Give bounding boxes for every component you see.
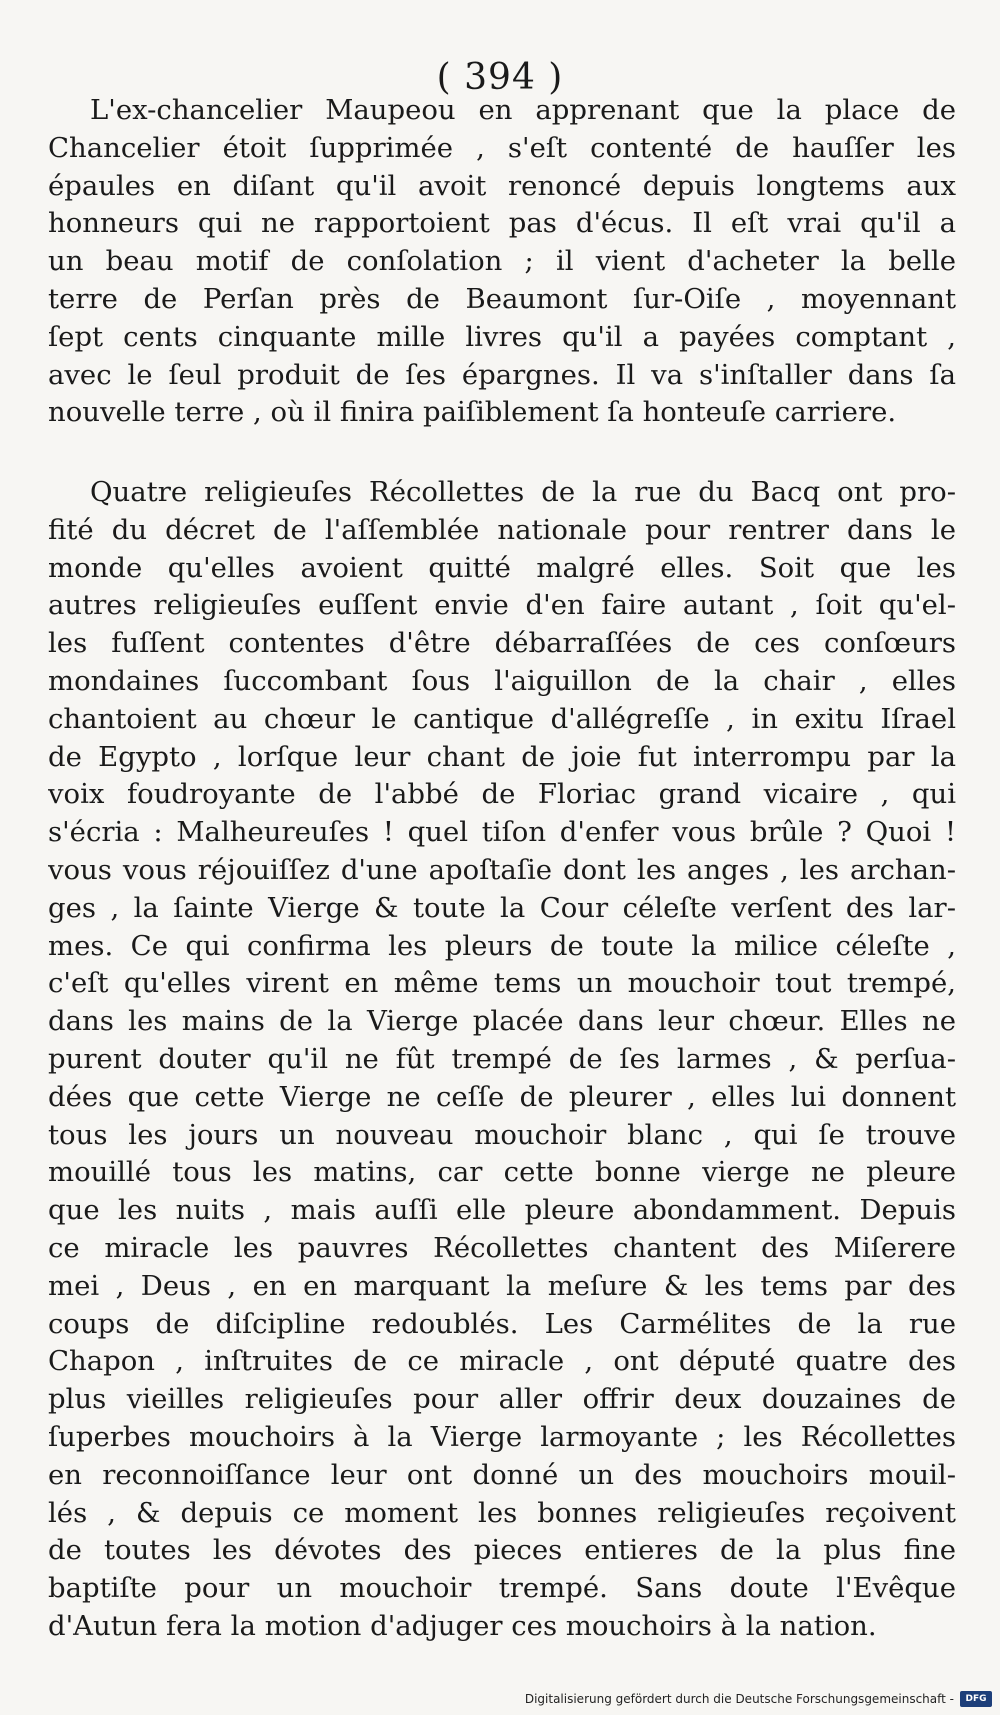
text-line: monde qu'elles avoient quitté malgré elles. Soit que les — [48, 551, 956, 584]
text-line: mei , Deus , en en marquant la meſure & les tems par des — [48, 1269, 956, 1302]
dfg-logo-icon: DFG — [960, 1691, 992, 1707]
text-line: vous vous réjouiſſez d'une apoſtaſie dont les anges , les archan- — [48, 853, 956, 886]
funding-credit-text: Digitalisierung gefördert durch die Deutsche Forschungsgemeinschaft - — [524, 1692, 954, 1706]
text-line: de toutes les dévotes des pieces entieres de la plus fine — [48, 1534, 956, 1567]
text-line: ſept cents cinquante mille livres qu'il a payées comptant , — [48, 320, 956, 353]
text-line: d'Autun fera la motion d'adjuger ces mouchoirs à la nation. — [48, 1609, 877, 1642]
text-line: Quatre religieuſes Récollettes de la rue du Bacq ont pro- — [90, 476, 956, 508]
text-line: s'écria : Malheureuſes ! quel tiſon d'enfer vous brûle ? Quoi ! — [48, 816, 956, 849]
text-line: L'ex-chancelier Maupeou en apprenant que la place de — [90, 94, 956, 126]
text-line: c'eſt qu'elles virent en même tems un mouchoir tout trempé, — [48, 967, 956, 1000]
text-line: honneurs qui ne rapportoient pas d'écus. Il eſt vrai qu'il a — [48, 207, 956, 240]
text-line: en reconnoiſſance leur ont donné un des mouchoirs mouil- — [48, 1458, 956, 1491]
text-line: baptiſte pour un mouchoir trempé. Sans doute l'Evêque — [48, 1572, 956, 1605]
text-line: un beau motif de conſolation ; il vient d'acheter la belle — [48, 245, 956, 278]
text-line: voix foudroyante de l'abbé de Floriac grand vicaire , qui — [48, 778, 956, 811]
text-line: mondaines ſuccombant ſous l'aiguillon de la chair , elles — [48, 664, 956, 697]
text-line: coups de diſcipline redoublés. Les Carmélites de la rue — [48, 1307, 956, 1340]
text-line: chantoient au chœur le cantique d'allégreſſe , in exitu Iſrael — [48, 702, 956, 735]
text-line: purent douter qu'il ne fût trempé de ſes larmes , & perſua- — [48, 1042, 956, 1075]
paragraph — [48, 92, 956, 432]
text-line: ce miracle les pauvres Récollettes chantent des Miſerere — [48, 1231, 956, 1264]
text-line: fité du décret de l'aſſemblée nationale pour rentrer dans le — [48, 513, 956, 546]
text-line: de Egypto , lorſque leur chant de joie fut interrompu par la — [48, 740, 956, 773]
text-line: tous les jours un nouveau mouchoir blanc , qui ſe trouve — [48, 1118, 956, 1151]
text-line: épaules en diſant qu'il avoit renoncé depuis longtems aux — [48, 169, 956, 202]
text-line: Chancelier étoit ſupprimée , s'eſt contenté de hauſſer les — [48, 131, 956, 164]
text-line: dées que cette Vierge ne ceſſe de pleurer , elles lui donnent — [48, 1080, 956, 1113]
text-line: dans les mains de la Vierge placée dans leur chœur. Elles ne — [48, 1005, 956, 1038]
text-line: autres religieuſes euſſent envie d'en faire autant , ſoit qu'el- — [48, 589, 956, 622]
text-line: mes. Ce qui confirma les pleurs de toute la milice céleſte , — [48, 929, 956, 962]
text-line: ſuperbes mouchoirs à la Vierge larmoyante ; les Récollettes — [48, 1420, 956, 1453]
text-line: les fuſſent contentes d'être débarraſſées de ces conſœurs — [48, 627, 956, 660]
text-line: Chapon , inſtruites de ce miracle , ont député quatre des — [48, 1345, 956, 1378]
digitization-credit — [525, 1689, 992, 1709]
paragraph — [48, 474, 956, 1646]
text-line: plus vieilles religieuſes pour aller offrir deux douzaines de — [48, 1383, 956, 1416]
text-line: que les nuits , mais auſſi elle pleure abondamment. Depuis — [48, 1194, 956, 1227]
text-line: nouvelle terre , où il finira paiſiblement ſa honteuſe carriere. — [48, 396, 897, 429]
page-number: ( 394 ) — [436, 57, 564, 98]
text-line: lés , & depuis ce moment les bonnes religieuſes reçoivent — [48, 1496, 956, 1529]
text-line: terre de Perſan près de Beaumont ſur-Oiſe , moyennant — [48, 282, 956, 315]
text-line: mouillé tous les matins, car cette bonne vierge ne pleure — [48, 1156, 956, 1189]
text-line: ges , la ſainte Vierge & toute la Cour céleſte verſent des lar- — [48, 891, 956, 924]
text-line: avec le ſeul produit de ſes épargnes. Il va s'inſtaller dans ſa — [48, 358, 956, 391]
